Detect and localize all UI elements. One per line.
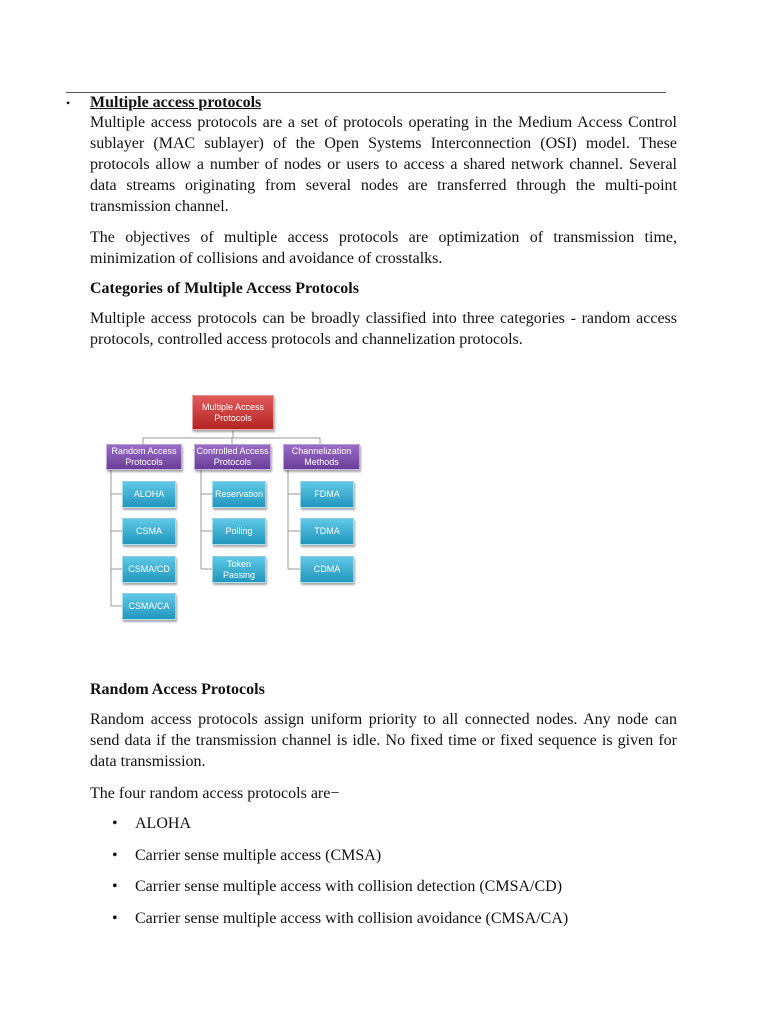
top-rule [66, 92, 666, 93]
diagram-leaf-reservation: Reservation [212, 481, 266, 508]
list-item: • Carrier sense multiple access (CMSA) [112, 844, 568, 876]
diagram-leaf-polling: Polling [212, 518, 266, 545]
random-access-intro: The four random access protocols are− [90, 785, 340, 802]
diagram-leaf-csma-ca: CSMA/CA [122, 593, 176, 620]
diagram-leaf-csma-cd: CSMA/CD [122, 556, 176, 583]
section-title: Multiple access protocols [90, 94, 262, 111]
intro-paragraph: Multiple access protocols are a set of protocols operating in the Medium Access Control sublayer (MAC sublayer) of the Open Systems Interconnection (OSI) model. These protocols allow a number of nodes or users to access a shared network channel. Several data streams originating from several nodes are transferred through the multi-point transmission channel. [90, 114, 677, 215]
categories-heading: Categories of Multiple Access Protocols [90, 280, 359, 297]
random-access-paragraph: Random access protocols assign uniform priority to all connected nodes. Any node can send data if the transmission channel is idle. No fixed time or fixed sequence is given for data transmission. [90, 711, 677, 770]
section-bullet: • [66, 96, 71, 110]
list-item: • Carrier sense multiple access with collision detection (CMSA/CD) [112, 875, 568, 907]
objectives-paragraph: The objectives of multiple access protocols are optimization of transmission time, minimization of collisions and avoidance of crosstalks. [90, 229, 677, 267]
diagram-leaf-fdma: FDMA [300, 481, 354, 508]
diagram-controlled-access-node: Controlled Access Protocols [194, 444, 271, 470]
diagram-leaf-token-passing: Token Passing [212, 556, 266, 583]
diagram-random-access-node: Random Access Protocols [106, 444, 182, 470]
list-item: • Carrier sense multiple access with collision avoidance (CMSA/CA) [112, 907, 568, 939]
diagram-root-node: Multiple Access Protocols [192, 395, 274, 430]
random-access-list [112, 812, 568, 938]
diagram-leaf-csma: CSMA [122, 518, 176, 545]
diagram-leaf-tdma: TDMA [300, 518, 354, 545]
diagram-leaf-cdma: CDMA [300, 556, 354, 583]
diagram-leaf-aloha: ALOHA [122, 481, 176, 508]
random-access-heading: Random Access Protocols [90, 681, 265, 698]
list-item: • ALOHA [112, 812, 568, 844]
diagram-channelization-node: Channelization Methods [283, 444, 360, 470]
categories-paragraph: Multiple access protocols can be broadly classified into three categories - random access protocols, controlled access protocols and channelization protocols. [90, 310, 677, 348]
